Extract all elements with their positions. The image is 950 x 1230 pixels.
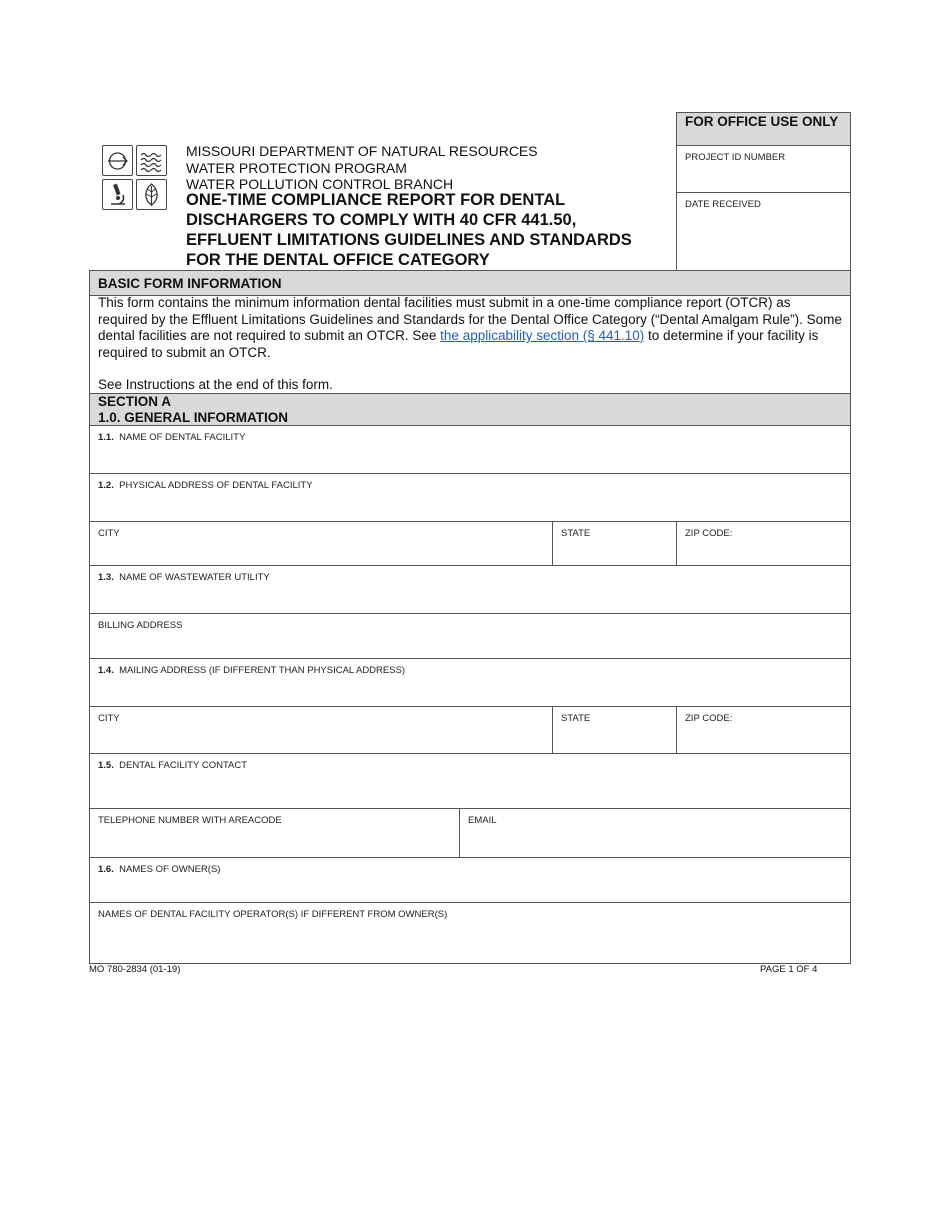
general-information-title: 1.0. GENERAL INFORMATION xyxy=(98,409,289,425)
field-number: 1.5. xyxy=(98,760,114,771)
branch-name: WATER POLLUTION CONTROL BRANCH xyxy=(186,176,454,192)
billing-address-field[interactable] xyxy=(89,613,851,659)
facility-contact-field[interactable] xyxy=(89,753,851,809)
form-title-line: FOR THE DENTAL OFFICE CATEGORY xyxy=(186,251,490,269)
arrow-circle-icon xyxy=(102,145,133,176)
field-number: 1.4. xyxy=(98,665,114,676)
email-field[interactable] xyxy=(459,808,851,858)
microscope-icon xyxy=(102,179,133,210)
water-waves-icon xyxy=(136,145,167,176)
agency-block xyxy=(186,143,538,193)
mailing-zip-field[interactable] xyxy=(676,706,851,754)
section-a-title: SECTION A xyxy=(98,394,172,409)
field-label: NAMES OF OWNER(S) xyxy=(119,864,221,875)
date-received-field[interactable] xyxy=(677,193,850,270)
leaf-icon xyxy=(136,179,167,210)
field-number: 1.3. xyxy=(98,572,114,583)
physical-zip-field[interactable] xyxy=(676,521,851,566)
agency-name: MISSOURI DEPARTMENT OF NATURAL RESOURCES xyxy=(186,143,538,159)
field-label: CITY xyxy=(98,713,120,724)
field-number: 1.6. xyxy=(98,864,114,875)
form-number: MO 780-2834 (01-19) xyxy=(89,964,181,975)
physical-address-field[interactable] xyxy=(89,473,851,522)
field-label: TELEPHONE NUMBER WITH AREACODE xyxy=(98,815,282,826)
field-label: STATE xyxy=(561,713,591,724)
project-id-field[interactable] xyxy=(677,146,850,193)
owners-field[interactable] xyxy=(89,857,851,903)
mailing-address-field[interactable] xyxy=(89,658,851,707)
field-label: DENTAL FACILITY CONTACT xyxy=(119,760,248,771)
physical-city-field[interactable] xyxy=(89,521,552,566)
basic-info-header: BASIC FORM INFORMATION xyxy=(89,270,851,296)
field-label: NAMES OF DENTAL FACILITY OPERATOR(S) IF DIFFERENT FROM OWNER(S) xyxy=(98,909,448,920)
form-title-line: ONE-TIME COMPLIANCE REPORT FOR DENTAL xyxy=(186,191,566,209)
section-a-header xyxy=(89,393,851,426)
field-number: 1.1. xyxy=(98,432,114,443)
mailing-city-field[interactable] xyxy=(89,706,552,754)
office-use-box xyxy=(676,112,851,271)
form-title-line: EFFLUENT LIMITATIONS GUIDELINES AND STANDARDS xyxy=(186,231,632,249)
operators-field[interactable] xyxy=(89,902,851,964)
program-name: WATER PROTECTION PROGRAM xyxy=(186,159,407,176)
office-use-header: FOR OFFICE USE ONLY xyxy=(677,113,850,146)
basic-info-paragraph: This form contains the minimum information dental facilities must submit in a one-time compliance report (OTCR) as required by the Effluent Limitations Guidelines and Standards for the Dental Office Category (“Dental Amalgam Rule”). Some dental facilities are not required to submit an OTCR. See the applicability section (§ 441.10) to determine if your facility is required to submit an OTCR. xyxy=(98,295,842,360)
dental-facility-name-field[interactable] xyxy=(89,425,851,474)
field-label: BILLING ADDRESS xyxy=(98,620,183,631)
basic-info-body xyxy=(89,295,851,394)
instructions-note: See Instructions at the end of this form. xyxy=(98,377,333,392)
telephone-field[interactable] xyxy=(89,808,460,858)
applicability-section-link[interactable]: the applicability section (§ 441.10) xyxy=(440,328,645,343)
dnr-logo xyxy=(102,145,168,211)
field-label: EMAIL xyxy=(468,815,497,826)
form-title-line: DISCHARGERS TO COMPLY WITH 40 CFR 441.50, xyxy=(186,211,577,229)
wastewater-utility-field[interactable] xyxy=(89,565,851,614)
physical-state-field[interactable] xyxy=(552,521,677,566)
mailing-state-field[interactable] xyxy=(552,706,677,754)
field-label: PHYSICAL ADDRESS OF DENTAL FACILITY xyxy=(119,480,313,491)
field-label: ZIP CODE: xyxy=(685,528,733,539)
field-number: 1.2. xyxy=(98,480,114,491)
field-label: STATE xyxy=(561,528,591,539)
page-number: PAGE 1 OF 4 xyxy=(760,964,818,975)
field-label: CITY xyxy=(98,528,120,539)
field-label: NAME OF WASTEWATER UTILITY xyxy=(119,572,270,583)
field-label: ZIP CODE: xyxy=(685,713,733,724)
date-received-label: DATE RECEIVED xyxy=(685,199,761,210)
field-label: MAILING ADDRESS (IF DIFFERENT THAN PHYSICAL ADDRESS) xyxy=(119,665,406,676)
field-label: NAME OF DENTAL FACILITY xyxy=(119,432,246,443)
form-title xyxy=(186,190,632,270)
project-id-label: PROJECT ID NUMBER xyxy=(685,152,786,163)
